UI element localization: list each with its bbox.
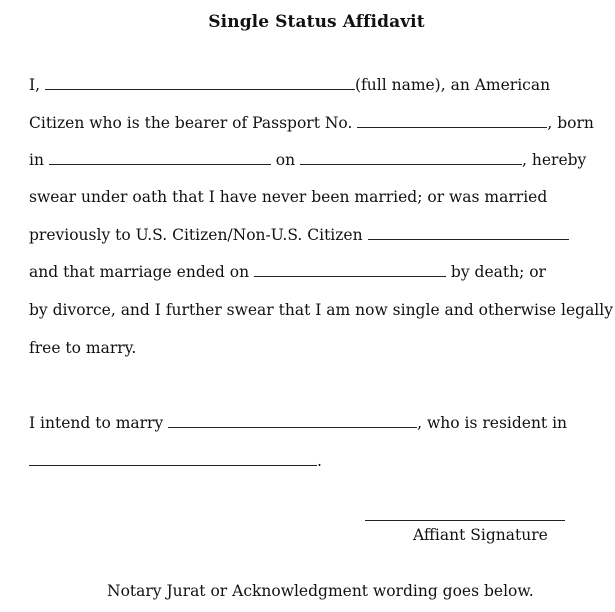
passport-line	[29, 113, 594, 133]
line-text: I,	[29, 76, 45, 94]
previous-spouse-field[interactable]	[368, 225, 569, 240]
birth-line	[29, 150, 586, 170]
line-text: on	[270, 151, 301, 169]
notary-note: Notary Jurat or Acknowledgment wording goes below.	[107, 582, 534, 600]
line-text: by divorce, and I further swear that I am now single and otherwise legally	[29, 301, 613, 319]
intended-spouse-field[interactable]	[168, 413, 417, 428]
residence-line	[29, 451, 322, 471]
oath-line	[29, 187, 547, 207]
marriage-ended-line	[29, 262, 546, 282]
line-text: free to marry.	[29, 339, 137, 357]
affiant-signature-field[interactable]	[365, 520, 565, 521]
line-text: by death; or	[446, 263, 546, 281]
line-text: , born	[547, 114, 594, 132]
affiant-signature-label: Affiant Signature	[413, 526, 548, 544]
previous-spouse-line	[29, 225, 569, 245]
divorce-line	[29, 300, 613, 320]
line-text: Citizen who is the bearer of Passport No.	[29, 114, 358, 132]
line-text: (full name), an American	[354, 76, 551, 94]
line-text: previously to U.S. Citizen/Non-U.S. Citizen	[29, 226, 368, 244]
birth-place-field[interactable]	[49, 150, 271, 165]
line-text: swear under oath that I have never been married; or was married	[29, 188, 548, 206]
line-text: in	[29, 151, 49, 169]
birth-date-field[interactable]	[300, 150, 522, 165]
line-text: and that marriage ended on	[29, 263, 254, 281]
free-to-marry-line	[29, 338, 136, 358]
full-name-field[interactable]	[45, 75, 355, 90]
passport-number-field[interactable]	[357, 113, 547, 128]
line-text: I intend to marry	[29, 414, 169, 432]
document-title: Single Status Affidavit	[208, 12, 425, 32]
line-text: , hereby	[522, 151, 587, 169]
full-name-line	[29, 75, 550, 95]
marriage-end-date-field[interactable]	[254, 262, 446, 277]
line-text: , who is resident in	[417, 414, 568, 432]
line-text: .	[317, 452, 322, 470]
residence-field[interactable]	[29, 451, 317, 466]
intend-to-marry-line	[29, 413, 567, 433]
